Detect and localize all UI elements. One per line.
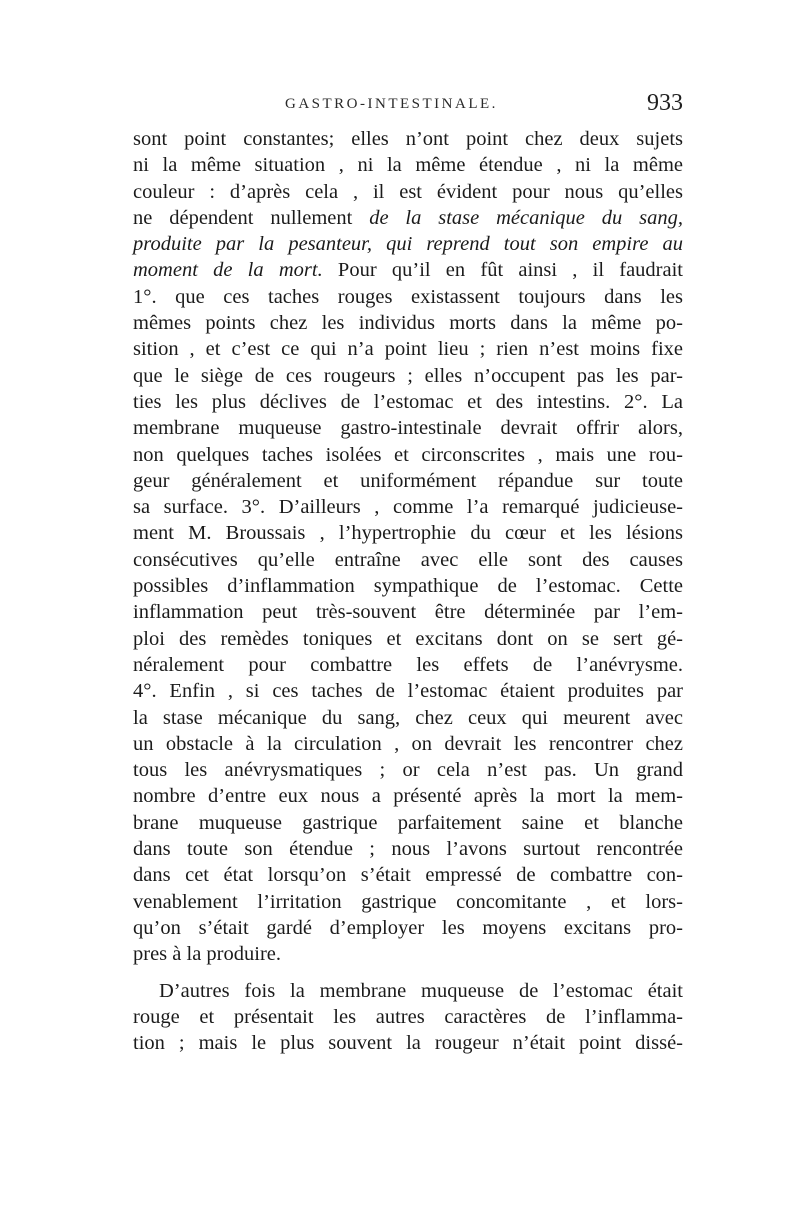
text-line	[133, 231, 683, 257]
page-header	[133, 90, 683, 124]
text-line: geur généralement et uniformément répandue sur toute	[133, 469, 683, 492]
text-line: brane muqueuse gastrique parfaitement saine et blanche	[133, 811, 683, 834]
paragraph-1	[133, 126, 683, 968]
text-line: dans cet état lorsqu’on s’était empressé de combattre con-	[133, 864, 683, 887]
text-line: inflammation peut très-souvent être déterminée par l’em-	[133, 601, 683, 624]
text-line: ploi des remèdes toniques et excitans dont on se sert gé-	[133, 627, 683, 650]
page-number: 933	[647, 90, 683, 116]
italic-line: produite par la pesanteur, qui reprend tout son empire au	[133, 233, 683, 256]
text-fragment: ne dépendent nullement	[133, 206, 370, 229]
text-line: D’autres fois la membrane muqueuse de l’estomac était	[159, 979, 683, 1002]
text-line: néralement pour combattre les effets de l’anévrysme.	[133, 653, 683, 676]
text-line: sa surface. 3°. D’ailleurs , comme l’a remarqué judicieuse-	[133, 496, 683, 519]
text-line: rouge et présentait les autres caractères de l’inflamma-	[133, 1005, 683, 1028]
text-line: nombre d’entre eux nous a présenté après la mort la mem-	[133, 785, 683, 808]
text-line: venablement l’irritation gastrique concomitante , et lors-	[133, 890, 683, 913]
text-line: pres à la produire.	[133, 943, 281, 966]
running-title: GASTRO-INTESTINALE.	[285, 96, 498, 112]
body-text	[133, 126, 683, 1056]
text-line	[133, 257, 683, 283]
text-line	[133, 205, 683, 231]
text-line: consécutives qu’elle entraîne avec elle sont des causes	[133, 548, 683, 571]
paragraph-2	[133, 978, 683, 1057]
text-line: 1°. que ces taches rouges existassent toujours dans les	[133, 285, 683, 308]
paragraph-gap	[133, 968, 683, 978]
text-line: mêmes points chez les individus morts dans la même po-	[133, 312, 683, 335]
text-line: ni la même situation , ni la même étendue , ni la même	[133, 154, 683, 177]
text-line: sition , et c’est ce qui n’a point lieu ; rien n’est moins fixe	[133, 338, 683, 361]
text-line: tion ; mais le plus souvent la rougeur n’était point dissé-	[133, 1032, 683, 1055]
text-line: ment M. Broussais , l’hypertrophie du cœur et les lésions	[133, 522, 683, 545]
text-line: 4°. Enfin , si ces taches de l’estomac étaient produites par	[133, 680, 683, 703]
text-line: qu’on s’était gardé d’employer les moyens excitans pro-	[133, 916, 683, 939]
text-line: sont point constantes; elles n’ont point chez deux sujets	[133, 128, 683, 150]
italic-fragment: de la stase mécanique du sang,	[369, 206, 683, 229]
text-line: tous les anévrysmatiques ; or cela n’est pas. Un grand	[133, 759, 683, 782]
text-line: un obstacle à la circulation , on devrait les rencontrer chez	[133, 732, 683, 755]
text-line: couleur : d’après cela , il est évident pour nous qu’elles	[133, 180, 683, 203]
italic-fragment: moment de la mort.	[133, 259, 323, 282]
text-fragment: Pour qu’il en fût ainsi , il faudrait	[322, 259, 683, 282]
text-line: dans toute son étendue ; nous l’avons surtout rencontrée	[133, 838, 683, 861]
text-line: membrane muqueuse gastro-intestinale devrait offrir alors,	[133, 417, 683, 440]
text-line: la stase mécanique du sang, chez ceux qui meurent avec	[133, 706, 683, 729]
text-line: que le siège de ces rougeurs ; elles n’occupent pas les par-	[133, 364, 683, 387]
text-line: ties les plus déclives de l’estomac et des intestins. 2°. La	[133, 390, 683, 413]
text-line: non quelques taches isolées et circonscrites , mais une rou-	[133, 443, 683, 466]
text-line: possibles d’inflammation sympathique de l’estomac. Cette	[133, 575, 683, 598]
